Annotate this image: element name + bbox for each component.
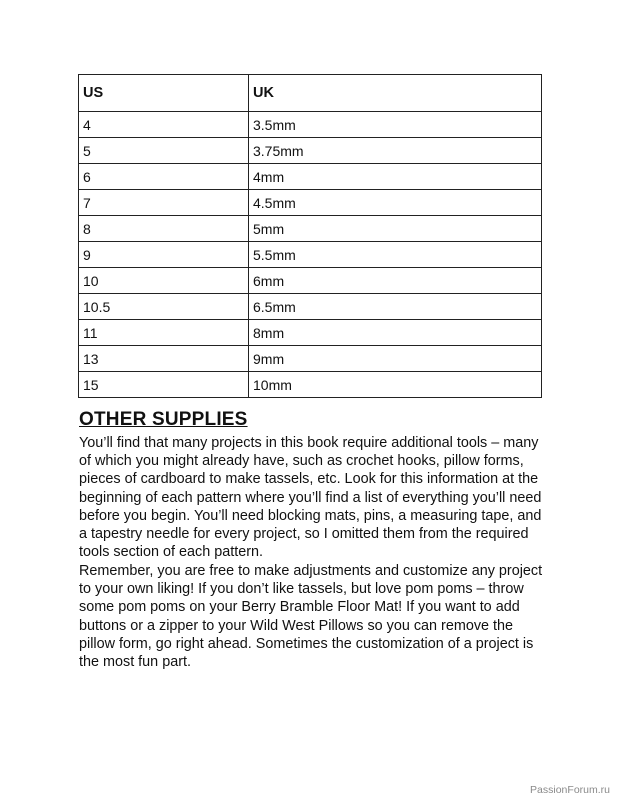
table-row	[79, 294, 542, 320]
table-header-row	[79, 75, 542, 112]
table-row	[79, 372, 542, 398]
header-uk: UK	[249, 75, 542, 112]
table-row	[79, 138, 542, 164]
table-body	[79, 112, 542, 398]
table-row	[79, 112, 542, 138]
table-row	[79, 268, 542, 294]
cell-us-size: 10.5	[79, 294, 249, 320]
table-row	[79, 190, 542, 216]
cell-us-size: 8	[79, 216, 249, 242]
cell-uk-size: 4mm	[249, 164, 542, 190]
cell-us-size: 5	[79, 138, 249, 164]
table-row	[79, 164, 542, 190]
cell-uk-size: 4.5mm	[249, 190, 542, 216]
table-row	[79, 320, 542, 346]
cell-us-size: 7	[79, 190, 249, 216]
cell-uk-size: 10mm	[249, 372, 542, 398]
cell-us-size: 15	[79, 372, 249, 398]
cell-us-size: 13	[79, 346, 249, 372]
cell-us-size: 9	[79, 242, 249, 268]
cell-uk-size: 8mm	[249, 320, 542, 346]
cell-us-size: 4	[79, 112, 249, 138]
paragraph-customize: Remember, you are free to make adjustments and customize any project to your own liking! If you don’t like tassels, but love pom poms – throw some pom poms on your Berry Bramble Floor Mat! If you want to add buttons or a zipper to your Wild West Pillows so you can remove the pillow form, go right ahead. Sometimes the customization of a project is the most fun part.	[79, 563, 543, 671]
cell-uk-size: 3.5mm	[249, 112, 542, 138]
needle-size-table	[78, 74, 542, 398]
cell-uk-size: 6.5mm	[249, 294, 542, 320]
cell-us-size: 11	[79, 320, 249, 346]
header-us: US	[79, 75, 249, 112]
table-row	[79, 242, 542, 268]
table-row	[79, 216, 542, 242]
cell-us-size: 10	[79, 268, 249, 294]
cell-uk-size: 5.5mm	[249, 242, 542, 268]
cell-us-size: 6	[79, 164, 249, 190]
cell-uk-size: 3.75mm	[249, 138, 542, 164]
paragraph-intro: You’ll find that many projects in this book require additional tools – many of which you might already have, such as crochet hooks, pillow forms, pieces of cardboard to make tassels, etc. Look for this information at the beginning of each pattern where you’ll find a list of everything you’ll need before you begin. You’ll need blocking mats, pins, a measuring tape, and a tapestry needle for every project, so I omitted them from the required tools section of each pattern.	[79, 435, 542, 561]
cell-uk-size: 5mm	[249, 216, 542, 242]
cell-uk-size: 6mm	[249, 268, 542, 294]
section-title: OTHER SUPPLIES	[79, 409, 248, 430]
table-row	[79, 346, 542, 372]
cell-uk-size: 9mm	[249, 346, 542, 372]
watermark: PassionForum.ru	[530, 784, 610, 796]
